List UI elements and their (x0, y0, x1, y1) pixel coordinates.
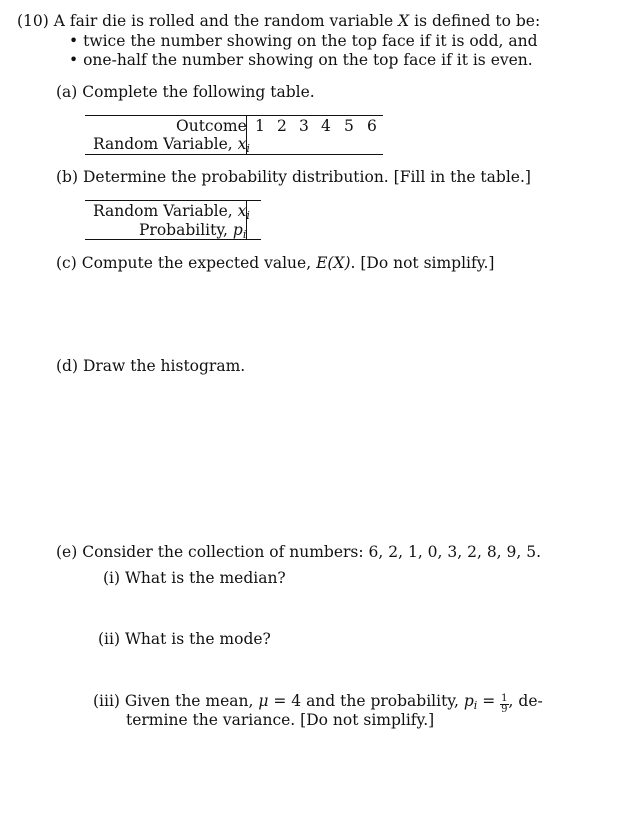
part-b-text: Determine the probability distribution. [Fill in the table.] (82, 168, 531, 186)
part-a-prompt (56, 83, 315, 101)
part-e-i (103, 569, 286, 587)
prob-header-sub: i (242, 228, 247, 241)
fraction-numerator: 1 (501, 693, 508, 704)
probability-sub: i (473, 699, 478, 712)
part-e-iii-line2: termine the variance. [Do not simplify.] (126, 711, 435, 729)
part-e-prompt (56, 543, 541, 561)
part-e-i-label: (i) (103, 569, 121, 587)
outcome-cell: 5 (344, 117, 354, 135)
bullet-text-odd: twice the number showing on the top face if it is odd, and (83, 32, 538, 50)
rv-header-text: Random Variable, (93, 135, 238, 153)
part-c-text-2: . [Do not simplify.] (350, 254, 495, 272)
part-b-label: (b) (56, 168, 79, 186)
intro-text-1: A fair die is rolled and the random variable (53, 12, 399, 30)
outcome-cell: 4 (321, 117, 331, 135)
part-e-ii-label: (ii) (98, 630, 121, 648)
bullet-item (69, 32, 538, 50)
part-c-text-1: Compute the expected value, (81, 254, 317, 272)
mean-symbol: μ (258, 692, 269, 710)
rv-header-sub: i (246, 209, 250, 222)
outcome-cell: 6 (367, 117, 377, 135)
part-e-text: Consider the collection of numbers: (82, 543, 369, 561)
rv-header-var: x (237, 202, 247, 220)
outcome-cell: 3 (299, 117, 309, 135)
part-e-ii-text: What is the mode? (124, 630, 271, 648)
number-collection: 6, 2, 1, 0, 3, 2, 8, 9, 5. (368, 543, 542, 561)
question-header (17, 12, 540, 30)
part-d-text: Draw the histogram. (82, 357, 246, 375)
intro-variable: X (398, 12, 410, 30)
part-e-iii-eq: = 4 and the probability, (268, 692, 464, 710)
prob-header-text: Probability, (139, 221, 233, 239)
question-intro (54, 12, 540, 30)
table-a-outcome-header: Outcome (176, 117, 247, 135)
bullet-item (69, 51, 533, 69)
part-d-prompt (56, 357, 245, 375)
prob-header-var: p (232, 221, 243, 239)
part-b-prompt (56, 168, 531, 186)
rv-header-sub: i (246, 142, 250, 155)
table-b-top-rule (85, 200, 261, 201)
part-d-label: (d) (56, 357, 79, 375)
rv-header-var: x (237, 135, 247, 153)
part-e-label: (e) (56, 543, 78, 561)
table-a-top-rule (85, 115, 383, 116)
part-c-label: (c) (56, 254, 77, 272)
outcome-cell: 1 (255, 117, 265, 135)
part-e-iii-text-1: Given the mean, (124, 692, 259, 710)
bullet-text-even: one-half the number showing on the top face if it is even. (83, 51, 533, 69)
part-e-i-text: What is the median? (125, 569, 286, 587)
probability-symbol: p (463, 692, 474, 710)
table-b-probability-header (139, 221, 246, 244)
part-e-iii-label: (iii) (93, 692, 120, 710)
part-c-prompt (56, 254, 494, 272)
question-number: (10) (17, 12, 49, 30)
part-a-label: (a) (56, 83, 78, 101)
expected-value-expression: E(X) (316, 254, 351, 272)
part-e-ii (98, 630, 271, 648)
part-e-iii-text-2: , de- (508, 692, 543, 710)
intro-text-2: is defined to be: (409, 12, 541, 30)
part-a-text: Complete the following table. (82, 83, 315, 101)
bullet-icon: • (69, 51, 79, 69)
rv-header-text: Random Variable, (93, 202, 238, 220)
part-e-iii-eq2: = (477, 692, 501, 710)
fraction-denominator: 9 (501, 704, 508, 715)
fraction-one-ninth (500, 694, 508, 715)
outcome-cell: 2 (277, 117, 287, 135)
bullet-icon: • (69, 32, 79, 50)
table-a-random-variable-header (93, 135, 250, 158)
